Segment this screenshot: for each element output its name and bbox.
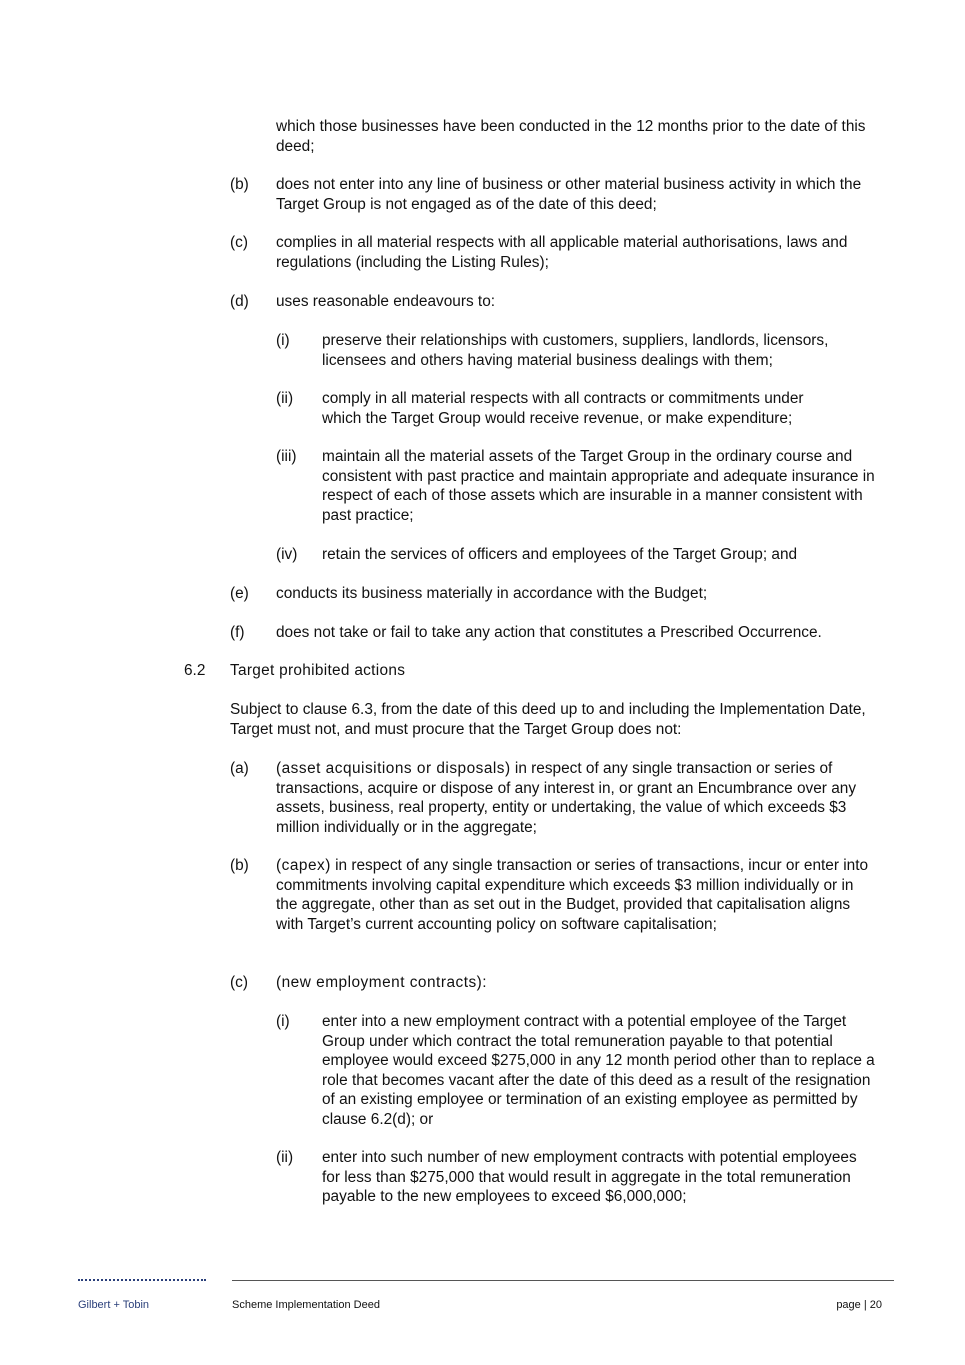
clause-body: in respect of any single transaction or series of transactions, incur or enter into commitments involving capital expenditure which exceeds $3 million individually or in the aggregate, other than as set out in the Budget, provided that capitalisation aligns with Target’s current accounting policy on software capitalisation; bbox=[276, 857, 869, 933]
clause-text bbox=[276, 856, 874, 934]
footer-brand: Gilbert + Tobin bbox=[78, 1299, 150, 1311]
subclause-text: enter into such number of new employment contracts with potential employees for less than $275,000 that would result in aggregate in the total remuneration payable to the new employees to exceed $6,000,000; bbox=[322, 1149, 857, 1206]
clause-text bbox=[276, 759, 874, 837]
clause-text: does not take or fail to take any action that constitutes a Prescribed Occurrence. bbox=[276, 624, 822, 641]
subclause-label: (iii) bbox=[276, 448, 297, 465]
continuation-paragraph: which those businesses have been conducted in the 12 months prior to the date of this deed; bbox=[276, 118, 866, 155]
footer-page-number: page | 20 bbox=[836, 1299, 882, 1311]
section-title: Target prohibited actions bbox=[230, 662, 406, 679]
clause-label: (a) bbox=[230, 760, 249, 777]
clause-label: (d) bbox=[230, 293, 249, 310]
subclause-text: preserve their relationships with customers, suppliers, landlords, licensors, licensees and others having material business dealings with them; bbox=[322, 332, 829, 369]
clause-term: (capex) bbox=[276, 857, 331, 874]
clause-text: conducts its business materially in accordance with the Budget; bbox=[276, 585, 708, 602]
footer-brand-rule bbox=[78, 1279, 206, 1281]
subclause-label: (i) bbox=[276, 1013, 290, 1030]
clause-body: in respect of any single transaction or series of transactions, acquire or dispose of any interest in, or grant an Encumbrance over any assets, business, real property, entity or undertaking, the value of which exceeds $3 million individually or in the aggregate; bbox=[276, 760, 857, 836]
subclause-label: (ii) bbox=[276, 1149, 294, 1166]
subclause-label: (i) bbox=[276, 332, 290, 349]
clause-label: (e) bbox=[230, 585, 249, 602]
subclause-text: maintain all the material assets of the Target Group in the ordinary course and consistent with past practice and maintain appropriate and adequate insurance in respect of each of those assets which are insurable in a manner consistent with past practice; bbox=[322, 448, 875, 524]
footer-document-title: Scheme Implementation Deed bbox=[232, 1299, 380, 1311]
clause-label: (c) bbox=[230, 974, 248, 991]
subclause-label: (iv) bbox=[276, 546, 298, 563]
section-intro: Subject to clause 6.3, from the date of this deed up to and including the Implementation Date, Target must not, and must procure that the Target Group does not: bbox=[230, 701, 866, 738]
clause-text: does not enter into any line of business or other material business activity in which the Target Group is not engaged as of the date of this deed; bbox=[276, 176, 862, 213]
section-number: 6.2 bbox=[184, 662, 206, 679]
clause-label: (f) bbox=[230, 624, 245, 641]
clause-label: (b) bbox=[230, 857, 249, 874]
clause-term: (new employment contracts): bbox=[276, 974, 488, 991]
clause-text: uses reasonable endeavours to: bbox=[276, 293, 496, 310]
clause-term: (asset acquisitions or disposals) bbox=[276, 760, 511, 777]
subclause-text: retain the services of officers and employees of the Target Group; and bbox=[322, 546, 798, 563]
footer-rule bbox=[232, 1280, 894, 1281]
subclause-text: enter into a new employment contract with a potential employee of the Target Group under which contract the total remuneration payable to that potential employee would exceed $275,000 in any 12 month period other than to replace a role that becomes vacant after the date of this deed as a result of the resignation of an existing employee or termination of an existing employee as permitted by clause 6.2(d); or bbox=[322, 1013, 875, 1128]
subclause-label: (ii) bbox=[276, 390, 294, 407]
clause-text: complies in all material respects with all applicable material authorisations, laws and regulations (including the Listing Rules); bbox=[276, 234, 848, 271]
clause-label: (c) bbox=[230, 234, 248, 251]
subclause-text: comply in all material respects with all contracts or commitments under which the Target Group would receive revenue, or make expenditure; bbox=[322, 390, 804, 427]
clause-label: (b) bbox=[230, 176, 249, 193]
clause-text bbox=[276, 973, 874, 993]
